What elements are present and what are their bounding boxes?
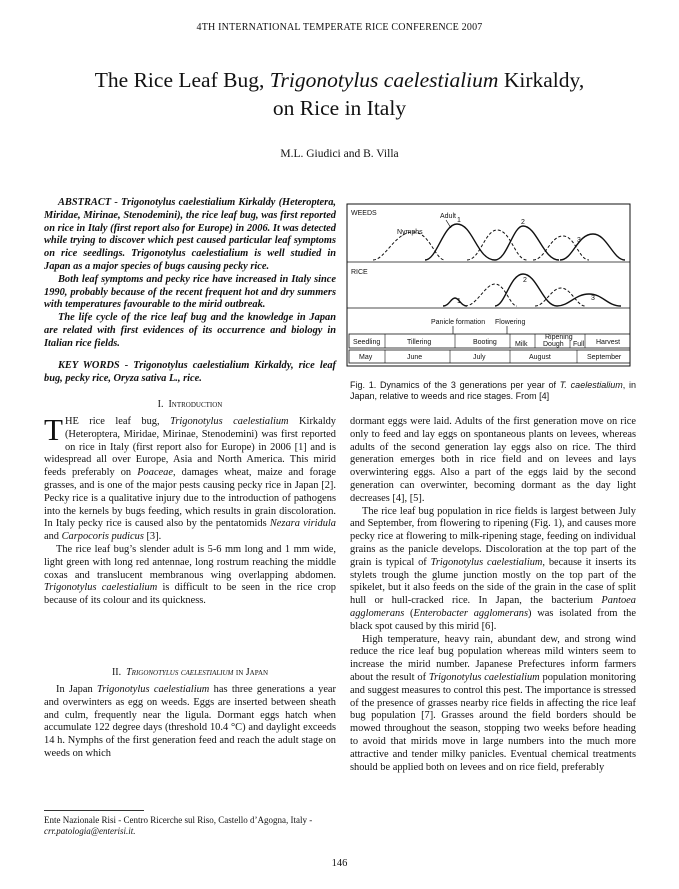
text: Kirkaldy (Heteroptera, Miridae, Mirinae, Stenodemini) was first reported on rice in Italy (first report also for Europe) in 2006 [1] and is widespread all over Europe, Asia and North America. This mirid feeds preferably on — [44, 416, 336, 479]
section-title: in Japan — [233, 667, 269, 678]
text: The rice leaf bug’s slender adult is 5-6 mm long and 1 mm wide, light green with long red antennae, long rostrum reaching the middle coxas and translucent membranous wing overlapping abdomen. — [44, 543, 336, 581]
text: and — [44, 531, 62, 543]
label-adult: Adult — [440, 213, 456, 220]
abstract-p1: Trigonotylus caelestialium Kirkaldy (Heteroptera, Miridae, Mirinae, Stenodemini), the rice leaf bug, was first reported on rice in Italy (first report also for Europe) in 2006. It was detected while trying to discover which pest caused particular leaf symptoms on rice seedlings. Trigonotylus caelestialium is well studied in Japan as a major species of bugs causing pecky rice. — [44, 197, 336, 272]
section-number: II. — [111, 667, 122, 678]
label-gen2-weeds: 2 — [521, 219, 525, 226]
section-heading-introduction — [44, 399, 336, 410]
stage-dough: Dough — [543, 341, 564, 348]
text: High temperature, heavy rain, abundant dew, and strong wind reduce the rice leaf bug population whereas mild winters seem to increase the mirid number. Japanese Prefectures inform farmers about the result of — [350, 633, 636, 683]
figure-caption — [350, 380, 636, 402]
stage-milk: Milk — [515, 341, 528, 348]
label-gen2-rice: 2 — [523, 277, 527, 284]
abstract-label: ABSTRACT - — [58, 197, 121, 208]
label-panicle-formation: Panicle formation — [431, 319, 486, 326]
species-name: Enterobacter agglomerans — [413, 607, 529, 619]
species-name: T. caelestialium — [559, 380, 623, 390]
title-part: The Rice Leaf Bug, — [94, 68, 270, 92]
stage-harvest: Harvest — [596, 339, 621, 346]
text: ) was isolated from the black spot caused by this mirid [6]. — [350, 607, 636, 632]
text: population monitoring and suggest measures to control this pest. The importance is stressed of the presence of grasses nearby rice fields in affecting the rice leaf bug population [7]. Grasses around the field borders should be mowed throughout the season, stopping two weeks before heading to avoid that mirids move in large numbers into the much more attractive and tender milky panicles. Eventual chemical treatments should be applied both on levees and on rice field, preferably — [350, 671, 636, 773]
section-heading-japan — [44, 667, 336, 678]
species-name: Trigonotylus caelestialium — [97, 684, 210, 695]
month-july: July — [473, 354, 486, 361]
abstract-p3: The life cycle of the rice leaf bug and the knowledge in Japan are related with first evidences of its occurrence and biology in Italian rice fields. — [44, 312, 336, 349]
weeds-nymph-curve-1 — [373, 232, 445, 260]
footnote-rule — [44, 810, 144, 811]
section-title: Introduction — [168, 399, 223, 410]
stage-booting: Booting — [473, 339, 497, 346]
label-nymphs: Nymphs — [397, 229, 423, 236]
stage-ripening: Ripening — [545, 334, 573, 341]
text: is difficult to be seen in the rice crop because of its colour and its quickness. — [44, 582, 336, 607]
text: In Japan — [56, 684, 97, 695]
title-part: Kirkaldy, — [498, 68, 585, 92]
weeds-adult-curve-2 — [495, 226, 559, 260]
species-name: Trigonotylus caelestialium — [44, 582, 158, 594]
label-gen1-weeds: 1 — [457, 217, 461, 224]
abstract-p2: Both leaf symptoms and pecky rice have increased in Italy since 1990, probably because of the recent frequent hot and dry summers with temperatures favourable to the mirid outbreak. — [44, 273, 336, 311]
stage-full: Full — [573, 341, 585, 348]
rice-adult-curve-3 — [557, 294, 621, 306]
text: , because it inserts its stylets trough the glume junction mostly on the top part of the spikelet, but it also feeds on the side of the grain in the case of split hull or hull-cracked rice. In Japan, the bacterium — [350, 556, 636, 607]
species-name: Trigonotylus caelestialium — [428, 671, 540, 683]
rice-adult-curve-1 — [443, 298, 467, 306]
keywords — [44, 360, 336, 386]
abstract — [44, 197, 336, 351]
stage-seedling: Seedling — [353, 339, 381, 346]
text: , in Japan, relative to weeds and rice stages. From [4] — [350, 380, 636, 401]
species-name: Nezara viridula — [269, 518, 336, 530]
japan-section — [44, 684, 336, 761]
title-line2: on Rice in Italy — [272, 96, 407, 120]
label-flowering: Flowering — [495, 319, 526, 326]
section-title-species: Trigonotylus caelestialium — [126, 667, 234, 678]
paper-title — [30, 66, 649, 122]
month-june: June — [407, 354, 423, 361]
text: ( — [404, 607, 414, 619]
footnote-email[interactable]: crr.patologia@enterisi.it. — [44, 826, 136, 836]
footnote — [44, 815, 336, 837]
species-name: Trigonotylus caelestialium — [170, 416, 289, 427]
right-p3 — [350, 634, 636, 775]
text: The rice leaf bug population in rice fields is largest between July and September, from flowering to ripening (Fig. 1), and causes more pecky rice at flowering to milk-ripening stage, feeding on individual grains as the panicle develops. Discoloration at the top part of the grain is typical of — [350, 505, 636, 568]
label-gen3-rice: 3 — [591, 295, 595, 302]
page-number: 146 — [331, 858, 348, 869]
label-gen1-rice: 1 — [457, 298, 461, 305]
running-head — [0, 22, 679, 33]
taxon-name: Poaceae — [137, 467, 173, 479]
life-cycle-figure — [345, 202, 635, 370]
label-weeds: WEEDS — [351, 210, 377, 217]
footnote-affiliation: Ente Nazionale Risi - Centro Ricerche sul Riso, Castello d’Agogna, Italy - — [44, 815, 313, 825]
weeds-nymph-curve-2 — [467, 230, 527, 260]
text: has three generations a year and overwinters as egg on weeds. Eggs are inserted between sheath and culm, frequently near the ligula. Dormant eggs hatch when accumulate 122 degree days (threshold 10.4 °C) and daylight exceeds 14 h. Nymphs of the first generation feed and reach the adult stage on weeds on which — [44, 684, 336, 759]
month-august: August — [529, 354, 551, 361]
text: Fig. 1. Dynamics of the 3 generations per year of — [350, 380, 560, 390]
introduction — [44, 412, 337, 608]
title-species: Trigonotylus caelestialium — [269, 68, 499, 92]
species-name: Pantoea agglomerans — [350, 595, 636, 619]
drop-cap: T — [44, 412, 63, 447]
month-may: May — [359, 354, 373, 361]
authors: M.L. Giudici and B. Villa — [280, 148, 399, 160]
running-head-text: 4TH INTERNATIONAL TEMPERATE RICE CONFERENCE 2007 — [196, 22, 483, 33]
section-number: I. — [157, 399, 164, 410]
stage-tillering: Tillering — [407, 339, 432, 346]
right-p2 — [350, 506, 636, 634]
species-name: Trigonotylus caelestialium — [430, 556, 543, 568]
weeds-adult-curve-3 — [560, 234, 625, 260]
right-p1: dormant eggs were laid. Adults of the first generation move on rice only to feed and lay eggs on spontaneous plants on levees, whereas adults of the second generation lay eggs also on rice. The third generation emerges both in rice field and on levees and lays overwintering eggs. Also a part of the eggs laid by the second generation can overwinter, becoming dormant as the day light decreases [4], [5]. — [350, 416, 636, 504]
month-september: September — [587, 354, 622, 361]
right-column — [350, 416, 636, 774]
label-rice: RICE — [351, 269, 368, 276]
text: [3]. — [143, 531, 162, 543]
keywords-text: KEY WORDS - Trigonotylus caelestialium Kirkaldy, rice leaf bug, pecky rice, Oryza sativa L., rice. — [44, 360, 336, 384]
text: , damages wheat, maize and forage grasses, and is one of the major pests causing pecky rice in Japan [2]. Pecky rice is a qualitative injury due to the introduction of pathogens into the kernels by bugs feeding, which results in grain discoloration. In Italy pecky rice is caused also by the pentatomids — [44, 467, 337, 530]
species-name: Carpocoris pudicus — [61, 531, 144, 543]
label-gen3-weeds: 3 — [577, 237, 581, 244]
text: HE rice leaf bug, — [64, 416, 171, 427]
